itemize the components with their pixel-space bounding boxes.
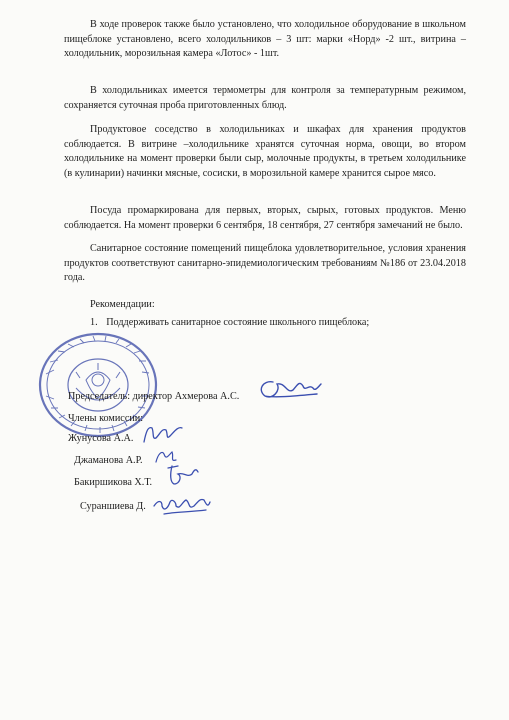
chairman-line: Председатель: директор Ахмерова А.С.: [68, 391, 240, 402]
member-name-3: Бакиршикова Х.Т.: [74, 477, 153, 488]
recommendations-heading: Рекомендации:: [90, 299, 155, 310]
chairman-signature: [255, 372, 325, 404]
member-signature-4: [150, 488, 212, 518]
member-signature-3: [162, 460, 202, 490]
members-heading: Члены комиссии:: [68, 413, 144, 424]
paragraph-thermometers: В холодильниках имеется термометры для контроля за температурным режимом, сохраняется суточная проба приготовленных блюд.: [64, 85, 466, 111]
member-name-2: Джаманова А.Р.: [74, 455, 143, 466]
paragraph-dishes: Посуда промаркирована для первых, вторых, сырых, готовых продуктов. Меню соблюдается. На момент проверки 6 сентября, 18 сентября, 27 сентября замечаний не было.: [64, 205, 466, 231]
member-name-1: Жунусова А.А.: [68, 433, 134, 444]
recommendation-item: [90, 316, 369, 329]
paragraph-sanitary: Санитарное состояние помещений пищеблока удовлетворительное, условия хранения продуктов соответствуют санитарно-эпидемиологическим требованиям №186 от 23.04.2018 года.: [64, 243, 466, 284]
member-name-4: Сураншиева Д.: [80, 501, 146, 512]
paragraph-equipment: В ходе проверок также было установлено, что холодильное оборудование в школьном пищеблоке установлено, всего холодильников – 3 шт: марки «Норд» -2 шт., витрина –холодильник, морозильная камера «Лотос» - 1шт.: [64, 19, 466, 60]
recommendation-text: Поддерживать санитарное состояние школьного пищеблока;: [106, 317, 370, 328]
recommendation-number: 1.: [90, 317, 98, 328]
paragraph-storage: Продуктовое соседство в холодильниках и шкафах для хранения продуктов соблюдается. В витрине –холодильнике хранятся суточная норма, овощи, во втором холодильнике на момент проверки были сыр, молочные продукты, в третьем холодильнике (в кулинарии) начинки мясные, сосиски, в морозильной камере хранится сырое мясо.: [64, 124, 466, 179]
